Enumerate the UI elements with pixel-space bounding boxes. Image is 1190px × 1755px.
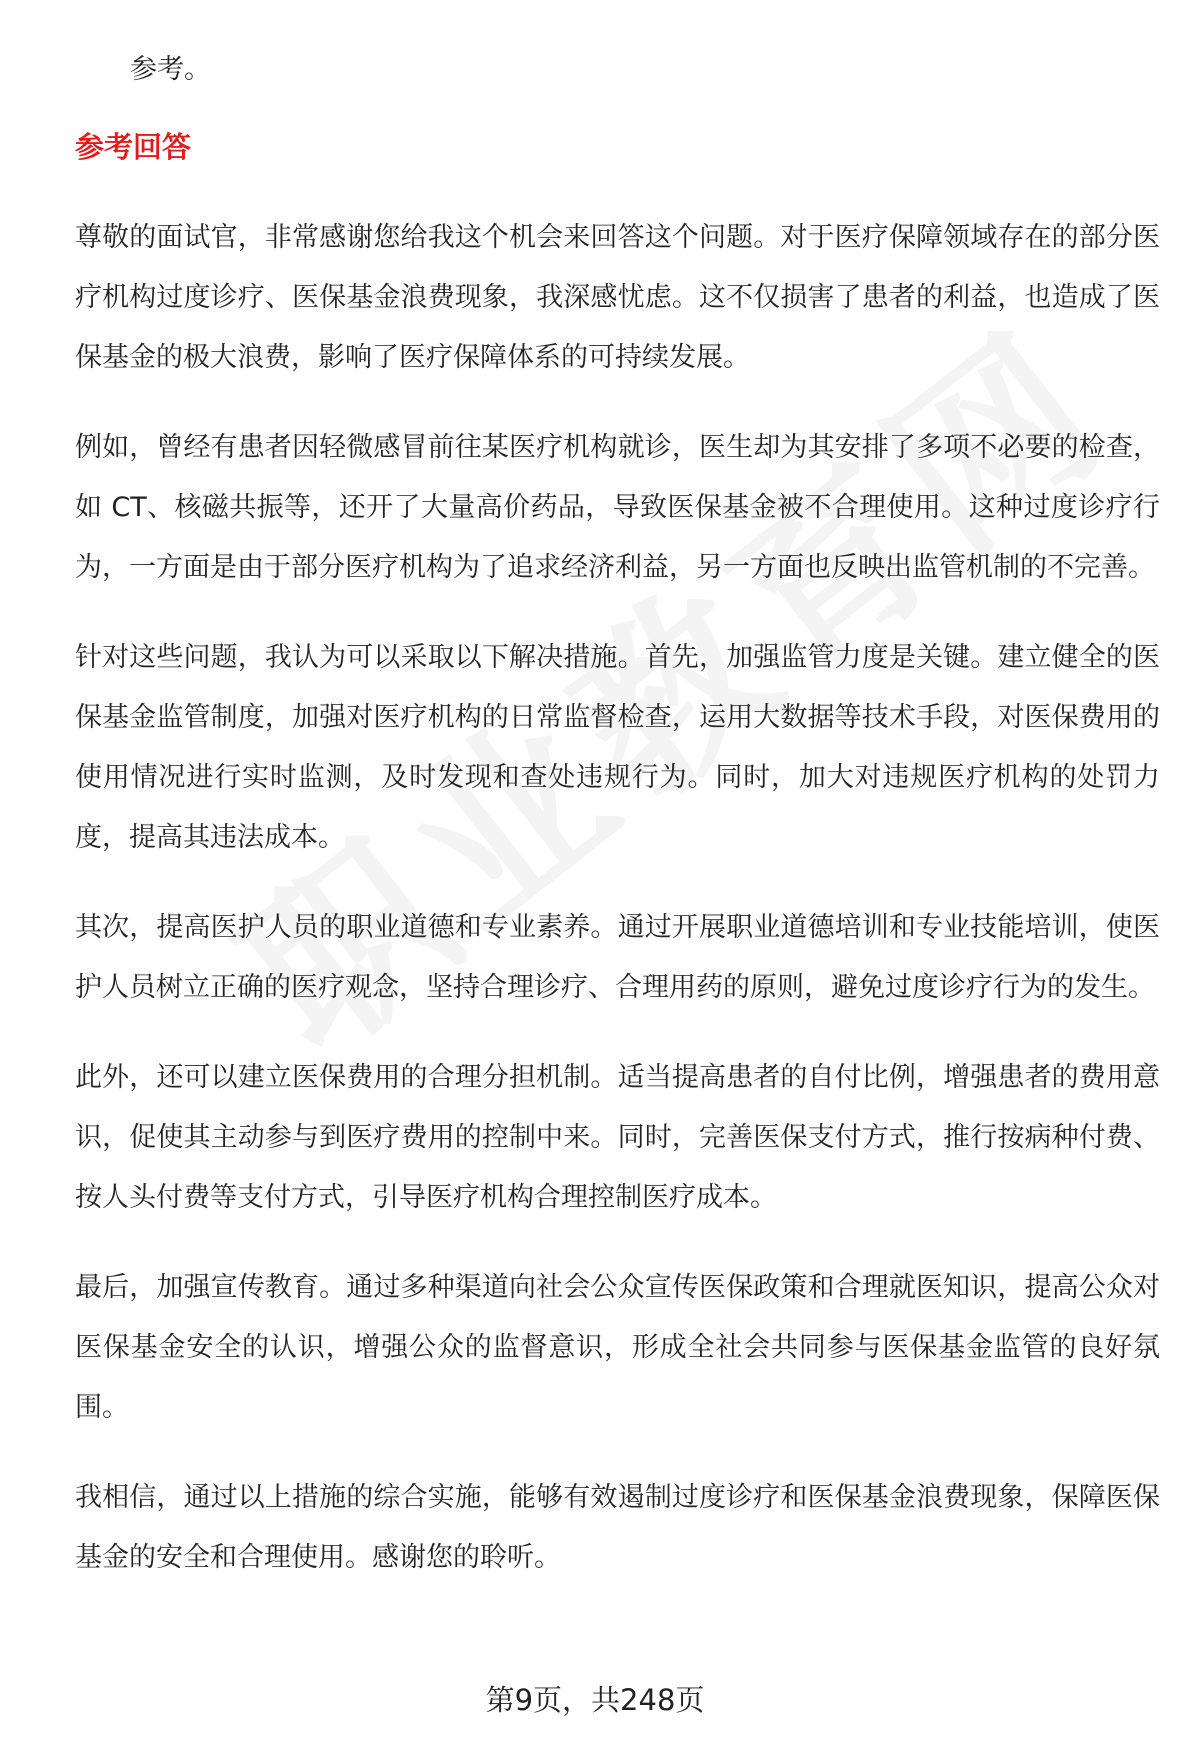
paragraph-intro: 尊敬的面试官，非常感谢您给我这个机会来回答这个问题。对于医疗保障领域存在的部分医疗机构过度诊疗、医保基金浪费现象，我深感忧虑。这不仅损害了患者的利益，也造成了医保基金的极大浪费，影响了医疗保障体系的可持续发展。 (75, 222, 1160, 373)
paragraph-example: 例如，曾经有患者因轻微感冒前往某医疗机构就诊，医生却为其安排了多项不必要的检查，如 CT、核磁共振等，还开了大量高价药品，导致医保基金被不合理使用。这种过度诊疗行为，一方面是由于部分医疗机构为了追求经济利益，另一方面也反映出监管机制的不完善。 (75, 432, 1160, 583)
document-page (75, 40, 1160, 1618)
paragraph-education: 最后，加强宣传教育。通过多种渠道向社会公众宣传医保政策和合理就医知识，提高公众对医保基金安全的认识，增强公众的监督意识，形成全社会共同参与医保基金监管的良好氛围。 (75, 1272, 1160, 1423)
paragraph-supervision: 针对这些问题，我认为可以采取以下解决措施。首先，加强监管力度是关键。建立健全的医保基金监管制度，加强对医疗机构的日常监督检查，运用大数据等技术手段，对医保费用的使用情况进行实时监测，及时发现和查处违规行为。同时，加大对违规医疗机构的处罚力度，提高其违法成本。 (75, 642, 1160, 853)
paragraph-ethics: 其次，提高医护人员的职业道德和专业素养。通过开展职业道德培训和专业技能培训，使医护人员树立正确的医疗观念，坚持合理诊疗、合理用药的原则，避免过度诊疗行为的发生。 (75, 912, 1160, 1003)
paragraph-conclusion: 我相信，通过以上措施的综合实施，能够有效遏制过度诊疗和医保基金浪费现象，保障医保基金的安全和合理使用。感谢您的聆听。 (75, 1482, 1160, 1573)
section-heading: 参考回答 (75, 130, 192, 164)
page-number: 第9页，共248页 (485, 1683, 705, 1717)
continuation-text: 参考。 (130, 54, 211, 85)
paragraph-cost-sharing: 此外，还可以建立医保费用的合理分担机制。适当提高患者的自付比例，增强患者的费用意识，促使其主动参与到医疗费用的控制中来。同时，完善医保支付方式，推行按病种付费、按人头付费等支付方式，引导医疗机构合理控制医疗成本。 (75, 1062, 1160, 1213)
